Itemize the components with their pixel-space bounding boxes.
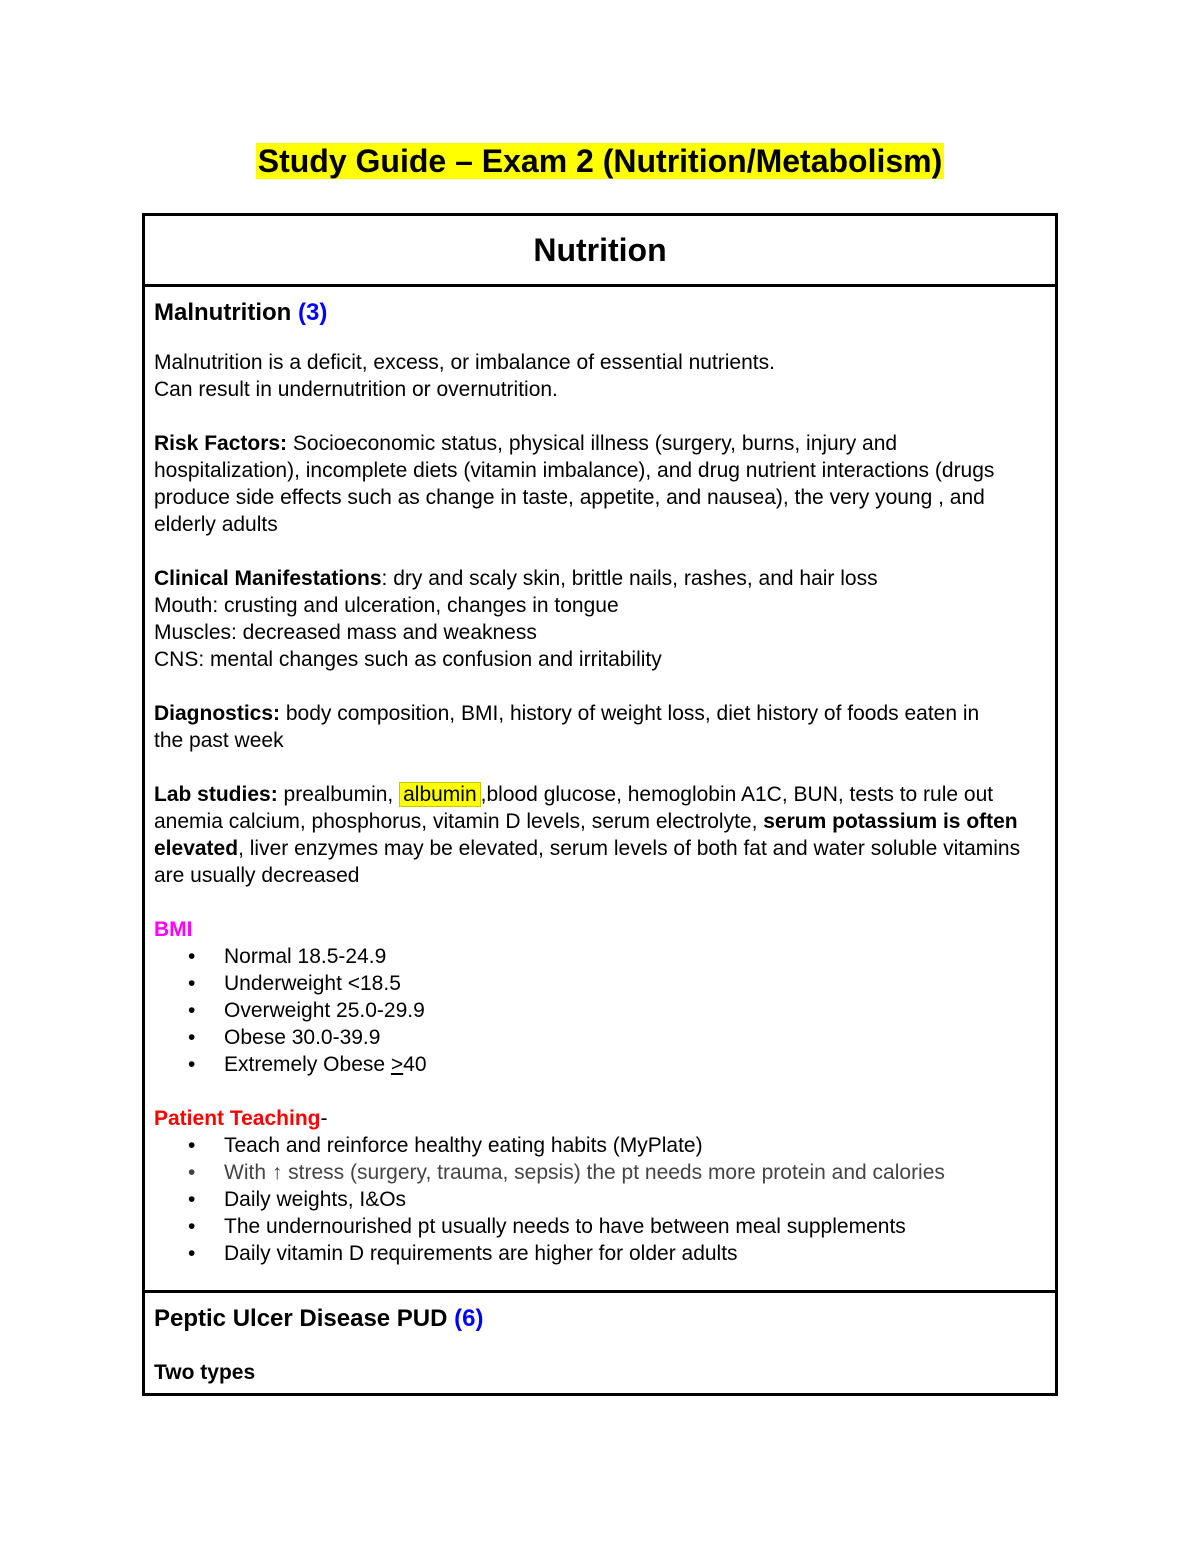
- clinical-mouth: Mouth: crusting and ulceration, changes in tongue: [154, 594, 619, 617]
- malnutrition-section: [145, 284, 1055, 1290]
- pud-section: [145, 1290, 1055, 1393]
- intro-line-2: Can result in undernutrition or overnutrition.: [154, 378, 558, 401]
- table-header: [145, 216, 1055, 284]
- patient-teaching-label: Patient Teaching-: [154, 1107, 328, 1130]
- clinical-manifestations: Clinical Manifestations: dry and scaly skin, brittle nails, rashes, and hair loss: [154, 567, 878, 590]
- study-table: [142, 213, 1058, 1396]
- list-item: • With ↑ stress (surgery, trauma, sepsis) the pt needs more protein and calories: [224, 1159, 1055, 1186]
- teaching-list: [154, 1132, 1055, 1267]
- risk-factors: Risk Factors: Socioeconomic status, physical illness (surgery, burns, injury and hospitalization), incomplete diets (vitamin imbalance), and drug nutrient interactions (drugs produce side effects such as change in taste, appetite, and nausea), the very young , and elderly adults: [154, 432, 995, 536]
- bmi-list: [154, 943, 1055, 1078]
- bmi-label: BMI: [154, 918, 193, 941]
- intro-line-1: Malnutrition is a deficit, excess, or imbalance of essential nutrients.: [154, 351, 775, 374]
- malnutrition-count: (3): [297, 299, 328, 326]
- list-item: • The undernourished pt usually needs to have between meal supplements: [224, 1213, 1055, 1240]
- list-item: • Normal 18.5-24.9: [224, 943, 1055, 970]
- clinical-muscles: Muscles: decreased mass and weakness: [154, 621, 537, 644]
- pud-count: (6): [454, 1305, 484, 1332]
- list-item: • Extremely Obese >40: [224, 1051, 1055, 1078]
- malnutrition-heading: Malnutrition (3): [154, 299, 328, 326]
- list-item: • Overweight 25.0-29.9: [224, 997, 1055, 1024]
- list-item: • Daily weights, I&Os: [224, 1186, 1055, 1213]
- pud-subheading: Two types: [154, 1361, 256, 1384]
- lab-studies: Lab studies: prealbumin, albumin ,blood glucose, hemoglobin A1C, BUN, tests to rule out anemia calcium, phosphorus, vitamin D levels, serum electrolyte, serum potassium is often elevated, liver enzymes may be elevated, serum levels of both fat and water soluble vitamins are usually decreased: [154, 783, 1021, 887]
- list-item: • Obese 30.0-39.9: [224, 1024, 1055, 1051]
- list-item: • Underweight <18.5: [224, 970, 1055, 997]
- pud-heading: Peptic Ulcer Disease PUD (6): [154, 1305, 484, 1332]
- list-item: • Daily vitamin D requirements are higher for older adults: [224, 1240, 1055, 1267]
- table-header-label: Nutrition: [533, 231, 667, 268]
- list-item: • Teach and reinforce healthy eating habits (MyPlate): [224, 1132, 1055, 1159]
- clinical-cns: CNS: mental changes such as confusion and irritability: [154, 648, 662, 671]
- albumin-highlight: albumin: [399, 782, 481, 807]
- document-title: Study Guide – Exam 2 (Nutrition/Metabolism): [257, 143, 943, 179]
- diagnostics: Diagnostics: body composition, BMI, history of weight loss, diet history of foods eaten in the past week: [154, 702, 980, 752]
